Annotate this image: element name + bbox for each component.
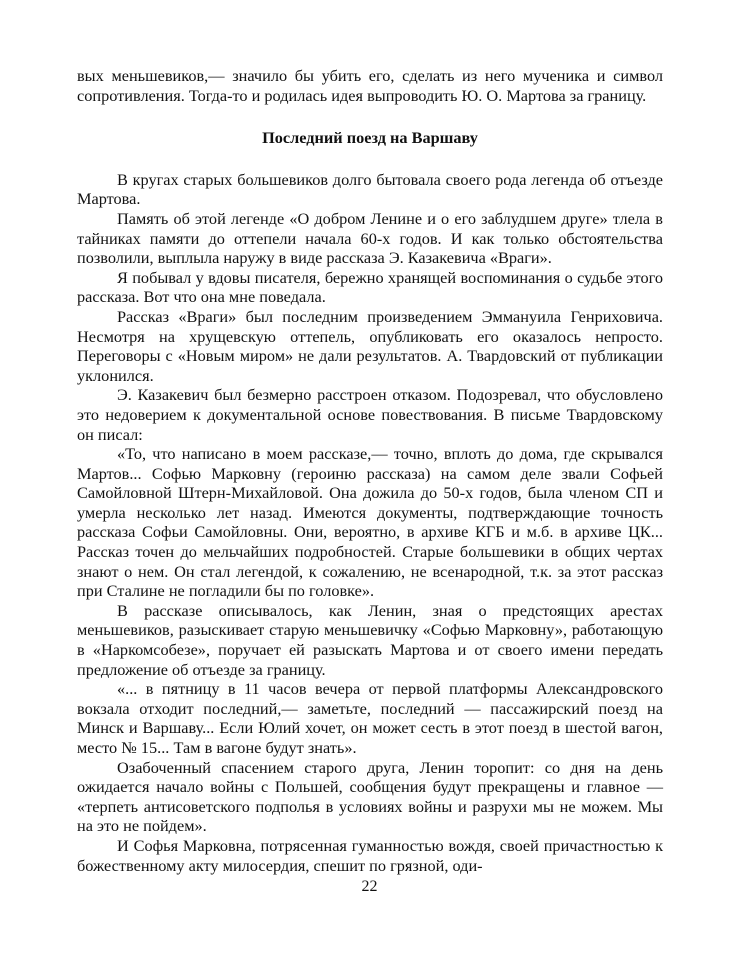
paragraph: Э. Казакевич был безмерно расстроен отказом. Подозревал, что обусловлено это недоверием к документальной основе повествования. В письме Твардовскому он писал: xyxy=(77,385,663,444)
paragraph-continued: вых меньшевиков,— значило бы убить его, сделать из него мученика и символ сопротивления. Тогда-то и родилась идея выпроводить Ю. О. Мартова за границу. xyxy=(77,66,663,105)
paragraph: Память об этой легенде «О добром Ленине и о его заблудшем друге» тлела в тайниках памяти до оттепели начала 60-х годов. И как только обстоятельства позволили, выплыла наружу в виде рассказа Э. Казакевича «Враги». xyxy=(77,208,663,268)
paragraph: В кругах старых большевиков долго бытовала своего рода легенда об отъезде Мартова. xyxy=(77,169,663,209)
paragraph-quote: «То, что написано в моем рассказе,— точно, вплоть до дома, где скрывался Мартов... Софью Марковну (героиню рассказа) на самом деле звали Софьей Самойловной Штерн-Михайловой. Она дожила до 50-х годов, была членом СП и умерла несколько лет назад. Имеются документы, подтверждающие точность рассказа Софьи Самойловны. Они, вероятно, в архиве КГБ и м.б. в архиве ЦК... Рассказ точен до мельчайших подробностей. Старые большевики в общих чертах знают о нем. Он стал легендой, к сожалению, не всенародной, т.к. за этот рассказ при Сталине не погладили бы по головке». xyxy=(77,444,663,601)
paragraph: В рассказе описывалось, как Ленин, зная о предстоящих арестах меньшевиков, разыскивает старую меньшевичку «Софью Марковну», работающую в «Наркомсобезе», поручает ей разыскать Мартова и от своего имени передать предложение об отъезде за границу. xyxy=(77,600,663,679)
page-text-column xyxy=(77,66,663,875)
paragraph-quote: «... в пятницу в 11 часов вечера от первой платформы Александровского вокзала отходит последний,— заметьте, последний — пассажирский поезд на Минск и Варшаву... Если Юлий хочет, он может сесть в этот поезд в шестой вагон, место № 15... Там в вагоне будут знать». xyxy=(77,679,663,757)
paragraph: Рассказ «Враги» был последним произведением Эммануила Генриховича. Несмотря на хрущевскую оттепель, опубликовать его оказалось непросто. Переговоры с «Новым миром» не дали результатов. А. Твардовский от публикации уклонился. xyxy=(77,306,663,385)
section-heading: Последний поезд на Варшаву xyxy=(262,128,478,148)
paragraph: Озабоченный спасением старого друга, Ленин торопит: со дня на день ожидается начало войны с Польшей, сообщения будут прекращены и главное — «терпеть антисоветского подполья в условиях войны и разрухи мы не можем. Мы на это не пойдем». xyxy=(77,757,663,836)
page-number: 22 xyxy=(361,878,378,895)
paragraph: И Софья Марковна, потрясенная гуманностью вождя, своей причастностью к божественному акту милосердия, спешит по грязной, оди- xyxy=(77,835,663,875)
paragraph: Я побывал у вдовы писателя, бережно хранящей воспоминания о судьбе этого рассказа. Вот что она мне поведала. xyxy=(77,267,663,307)
